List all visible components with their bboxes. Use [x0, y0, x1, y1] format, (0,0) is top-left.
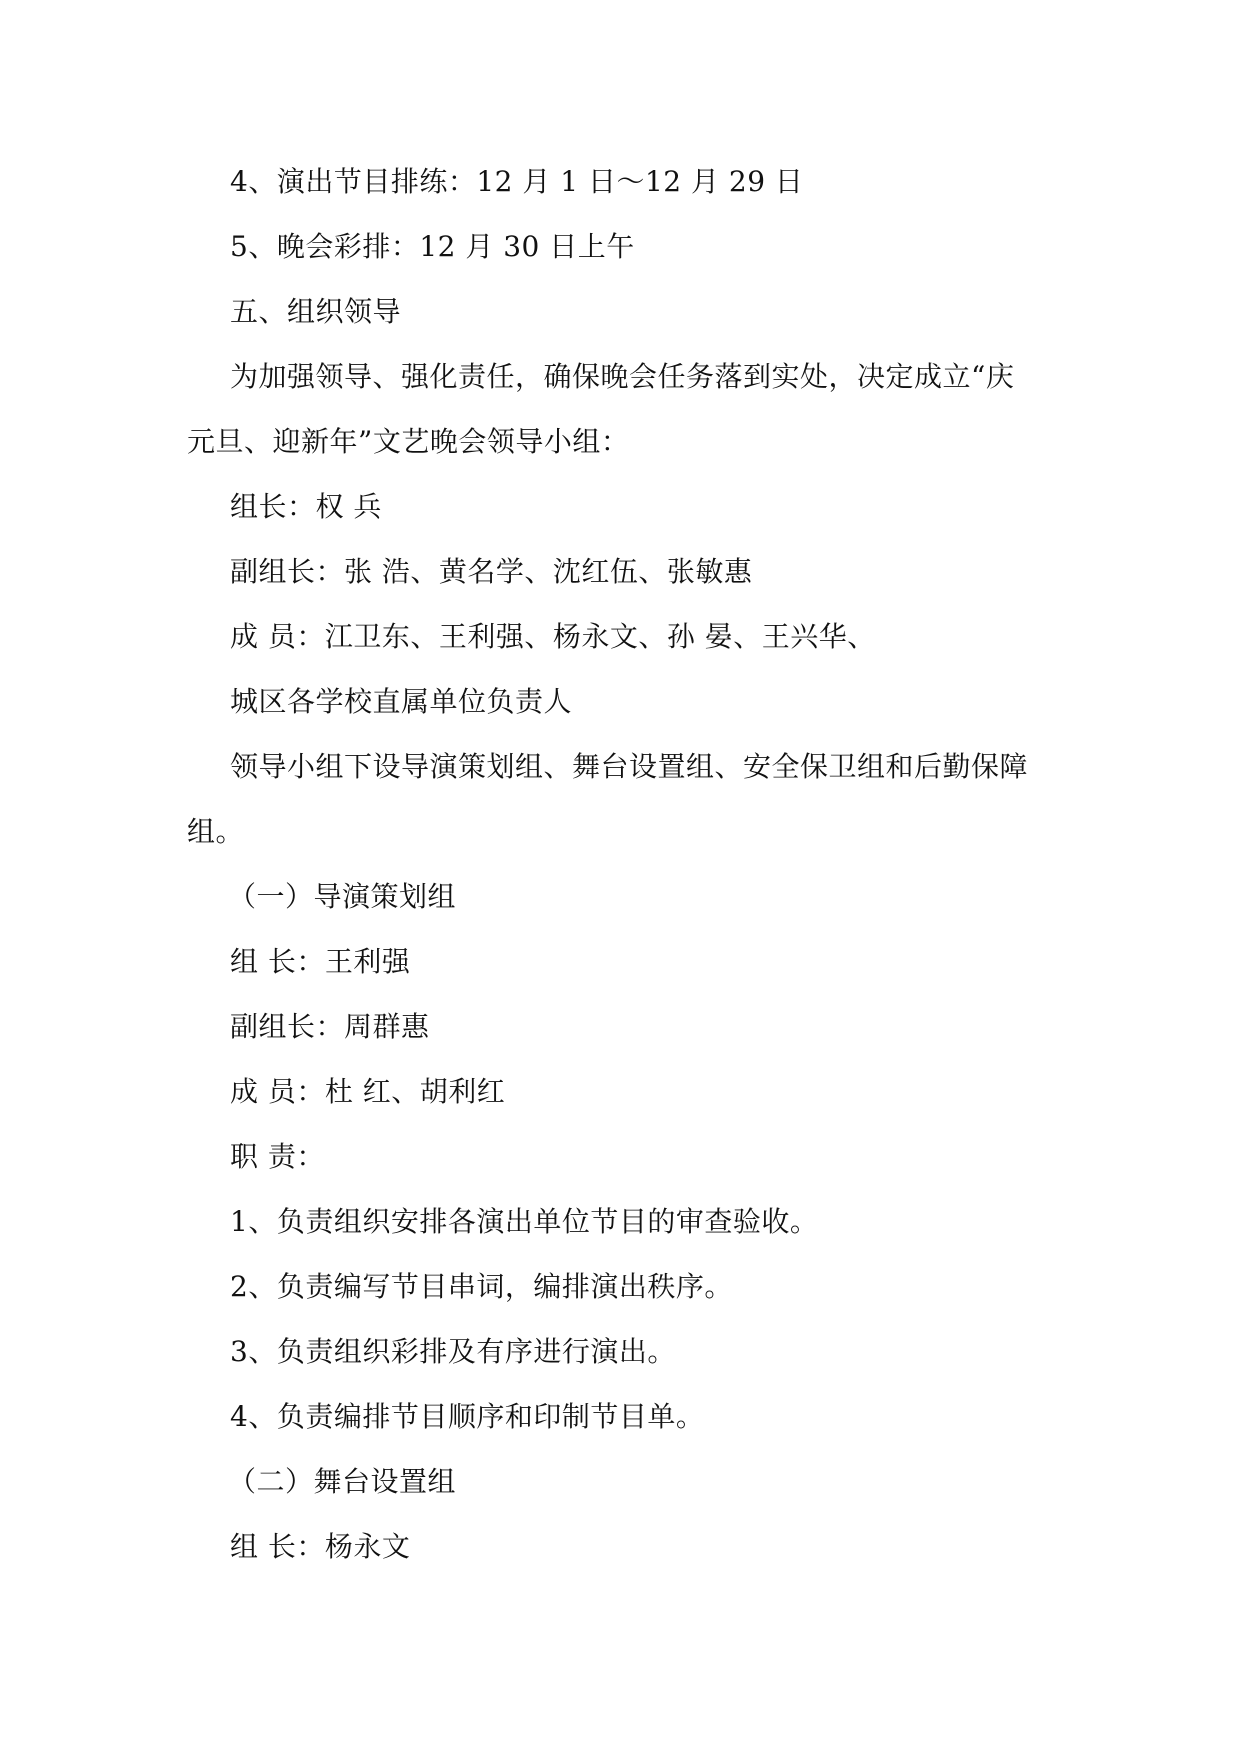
subsection-heading: （一）导演策划组	[228, 880, 457, 913]
text-line: 为加强领导、强化责任，确保晚会任务落到实处，决定成立“庆	[230, 360, 1015, 393]
text-line: 元旦、迎新年”文艺晚会领导小组：	[187, 425, 630, 458]
text-line: 2、负责编写节目串词，编排演出秩序。	[230, 1270, 733, 1303]
text-line: 副组长：周群惠	[230, 1010, 430, 1043]
text-line: 3、负责组织彩排及有序进行演出。	[230, 1335, 676, 1368]
text-line: 职 责：	[230, 1140, 325, 1173]
text-line: 领导小组下设导演策划组、舞台设置组、安全保卫组和后勤保障	[230, 750, 1029, 783]
text-line: 4、演出节目排练：12 月 1 日～12 月 29 日	[230, 165, 804, 198]
text-line: 成 员：杜 红、胡利红	[230, 1075, 506, 1108]
text-line: 城区各学校直属单位负责人	[230, 685, 573, 718]
text-line: 组。	[187, 815, 245, 848]
section-heading: 五、组织领导	[230, 295, 402, 328]
text-line: 副组长：张 浩、黄名学、沈红伍、张敏惠	[230, 555, 753, 588]
text-line: 成 员：江卫东、王利强、杨永文、孙 晏、王兴华、	[230, 620, 876, 653]
subsection-heading: （二）舞台设置组	[228, 1465, 457, 1498]
text-line: 组长：权 兵	[230, 490, 382, 523]
text-line: 1、负责组织安排各演出单位节目的审查验收。	[230, 1205, 819, 1238]
text-line: 组 长：王利强	[230, 945, 411, 978]
text-line: 4、负责编排节目顺序和印制节目单。	[230, 1400, 705, 1433]
text-line: 组 长：杨永文	[230, 1530, 411, 1563]
text-line: 5、晚会彩排：12 月 30 日上午	[230, 230, 635, 263]
